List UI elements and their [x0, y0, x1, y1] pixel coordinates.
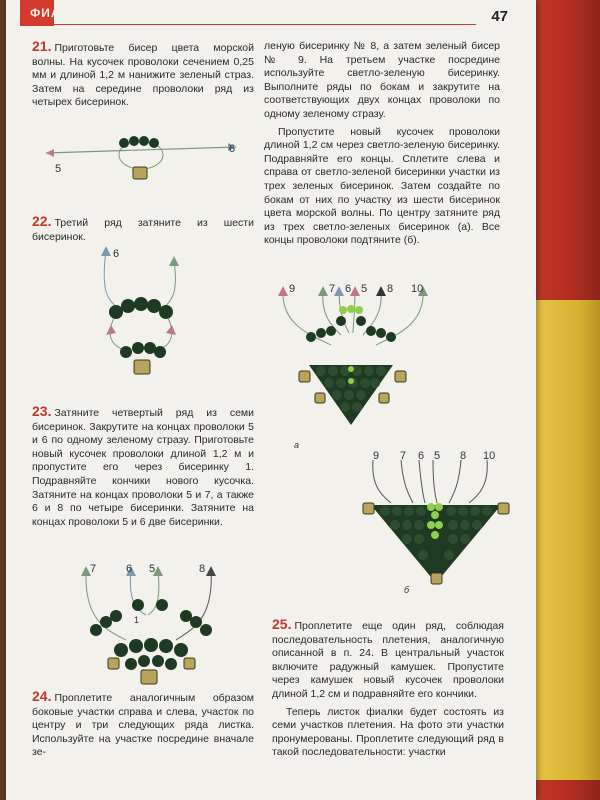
fig21-label-left: 5	[55, 163, 62, 175]
step-23	[32, 405, 254, 531]
fig-a-label-7: 7	[329, 283, 336, 295]
figure-a	[271, 285, 441, 435]
step-text: Приготовьте бисер цвета морской волны. На кусочек проволоки сечением 0,25 мм и длиной 1,2 м нанижите зеленый страз. Затем на середине проволоки ряд из четырех бисеринок.	[32, 42, 254, 109]
figure-22	[86, 240, 196, 390]
step-24	[32, 690, 254, 762]
step-text: Проплетите аналогичным образом боковые участки справа и слева, участок по центру и три следующих ряда листка. Используйте на участке посредине вначале зе-	[32, 692, 254, 759]
fig-a-label-6: 6	[345, 283, 352, 295]
fig-a-label-10: 10	[411, 283, 424, 295]
fig23-label-5: 5	[149, 563, 156, 575]
fig23-label-1: 1	[134, 615, 140, 625]
book-page-edges	[528, 300, 600, 780]
fig-a-label-5: 5	[361, 283, 368, 295]
step-number: 22.	[32, 213, 52, 229]
fig-a-label-8: 8	[387, 283, 394, 295]
step-text: Третий ряд затяните из шести бисеринок.	[32, 217, 254, 243]
fig21-label-right: 6	[229, 143, 236, 155]
paragraph: Пропустите новый кусочек проволоки длиной 1,2 см через светло-зеленую бисеринку. Подравняйте его концы. Сплетите слева и справа от светло-зеленой бисеринки участки из трех зеленых бисеринок. Затем создайте по бокам от них по участку из шести бисеринок цвета морской волны. По центру затяните ряд из трех светло-зеленых бисеринок (а). Все концы проволоки подтяните (б).	[264, 125, 500, 247]
page-header	[6, 0, 536, 26]
paragraph: леную бисеринку № 8, а затем зеленый бисер № 9. На третьем участке посредине используйте светло-зеленую бисеринку. Выполните ряды по бокам и закрутите на соответствующих двух концах проволоки по одному зеленому стразу.	[264, 40, 500, 120]
step-25	[272, 618, 504, 762]
step-text: Затяните четвертый ряд из семи бисеринок. Закрутите на концах проволоки 5 и 6 по одному зеленому стразу. Приготовьте новый кусочек проволоки длиной 1,2 м и пропустите его через бисеринку 1. Подравняйте кончики нового кусочка. Затяните на концах проволоки 5 и 7, а также 6 и 8 по четыре бисеринки. Затяните на концах проволоки 5 и 6 две бисеринки.	[32, 407, 254, 528]
fig-a-caption: а	[294, 440, 300, 450]
book-page	[6, 0, 536, 800]
figure-23	[66, 560, 236, 690]
step-text: Проплетите еще один ряд, соблюдая последовательность плетения, аналогичную описанной в п. 24. В центральный участок включите радужный камушек. Пропустите через камушек новый кусочек проволоки длиной 1,2 см и подравняйте его кончики.	[272, 620, 504, 700]
step-number: 25.	[272, 616, 292, 632]
fig23-label-6: 6	[126, 563, 133, 575]
right-column-top	[264, 40, 500, 250]
step-number: 24.	[32, 688, 52, 704]
step-21	[32, 40, 254, 112]
fig-b-label-10: 10	[483, 450, 496, 462]
figure-21	[36, 125, 256, 195]
section-title: ФИАЛКИ	[30, 6, 89, 20]
fig23-label-8: 8	[199, 563, 206, 575]
fig-a-label-9: 9	[289, 283, 296, 295]
fig-b-label-5: 5	[434, 450, 441, 462]
fig23-label-7: 7	[90, 563, 97, 575]
fig-b-label-9: 9	[373, 450, 380, 462]
paragraph: Теперь листок фиалки будет состоять из семи участков плетения. На фото эти участки пронумерованы. Проплетите следующий ряд в такой последовательности: участки	[272, 705, 504, 759]
figure-b	[361, 455, 511, 595]
step-number: 23.	[32, 403, 52, 419]
step-number: 21.	[32, 38, 52, 54]
fig-b-caption: б	[404, 585, 410, 595]
fig-b-label-8: 8	[460, 450, 467, 462]
fig-b-label-7: 7	[400, 450, 407, 462]
fig-b-label-6: 6	[418, 450, 425, 462]
fig22-label: 6	[113, 248, 120, 260]
header-rule	[54, 24, 476, 25]
page-number: 47	[491, 8, 508, 25]
